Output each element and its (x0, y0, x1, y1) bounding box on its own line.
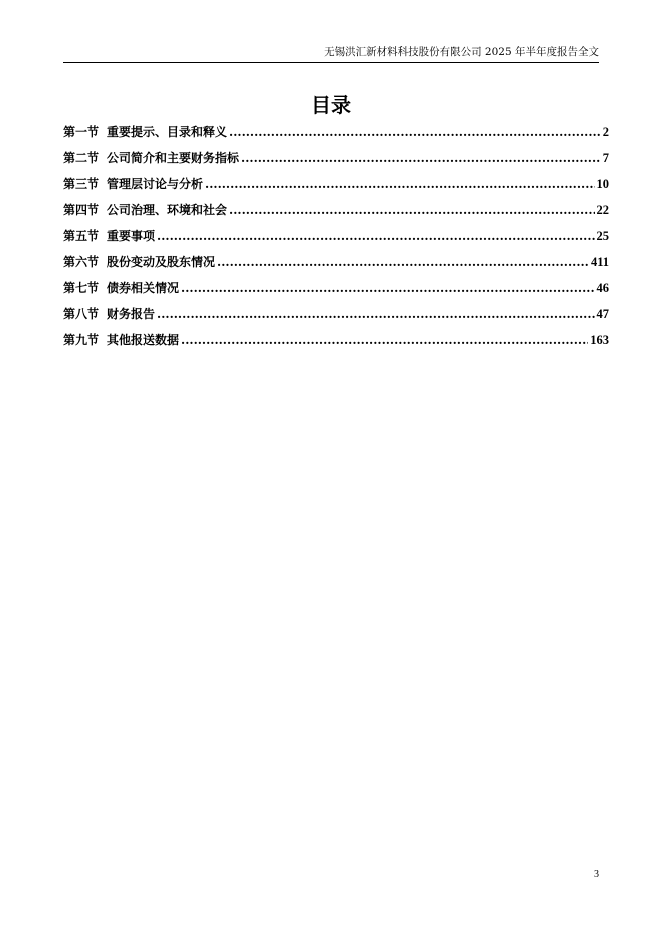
toc-leader-dots (157, 304, 594, 324)
toc-section-name: 其他报送数据 (107, 333, 180, 347)
toc-section-name: 重要事项 (107, 229, 156, 243)
toc-leader-dots (229, 200, 594, 220)
header-title: 无锡洪汇新材料科技股份有限公司 2025 年半年度报告全文 (324, 46, 599, 58)
toc-section-name: 公司治理、环境和社会 (107, 203, 228, 217)
toc-section-number: 第一节 (63, 125, 100, 139)
page-header (63, 44, 599, 63)
toc-section-name: 股份变动及股东情况 (107, 255, 216, 269)
toc-entry[interactable] (63, 226, 609, 252)
toc-page-number: 411 (590, 255, 609, 269)
toc-page-number: 46 (596, 281, 609, 295)
toc-page-number: 7 (602, 151, 609, 165)
toc-leader-dots (157, 226, 594, 246)
toc-leader-dots (205, 174, 594, 194)
toc-section-number: 第八节 (63, 307, 100, 321)
toc-page-number: 47 (596, 307, 609, 321)
toc-section-name: 财务报告 (107, 307, 156, 321)
toc-entry[interactable] (63, 200, 609, 226)
toc-page-number: 10 (596, 177, 609, 191)
toc-entry[interactable] (63, 122, 609, 148)
toc-leader-dots (229, 122, 601, 142)
toc-section-name: 债券相关情况 (107, 281, 180, 295)
toc-section-number: 第九节 (63, 333, 100, 347)
toc-section-number: 第三节 (63, 177, 100, 191)
toc-section-name: 重要提示、目录和释义 (107, 125, 228, 139)
toc-page-number: 2 (602, 125, 609, 139)
toc-entry[interactable] (63, 330, 609, 356)
page-number: 3 (594, 869, 599, 880)
toc-page-number: 163 (590, 333, 609, 347)
toc-entry[interactable] (63, 278, 609, 304)
toc-section-number: 第六节 (63, 255, 100, 269)
toc-entry[interactable] (63, 252, 609, 278)
toc-section-number: 第五节 (63, 229, 100, 243)
table-of-contents (63, 122, 609, 356)
toc-section-number: 第二节 (63, 151, 100, 165)
toc-entry[interactable] (63, 174, 609, 200)
toc-section-name: 公司简介和主要财务指标 (107, 151, 240, 165)
toc-title: 目录 (311, 93, 351, 117)
toc-leader-dots (181, 278, 594, 298)
toc-page-number: 25 (596, 229, 609, 243)
toc-section-name: 管理层讨论与分析 (107, 177, 204, 191)
toc-leader-dots (217, 252, 589, 272)
toc-section-number: 第七节 (63, 281, 100, 295)
toc-entry[interactable] (63, 304, 609, 330)
toc-page-number: 22 (596, 203, 609, 217)
toc-leader-dots (181, 330, 588, 350)
toc-section-number: 第四节 (63, 203, 100, 217)
toc-entry[interactable] (63, 148, 609, 174)
toc-leader-dots (241, 148, 601, 168)
